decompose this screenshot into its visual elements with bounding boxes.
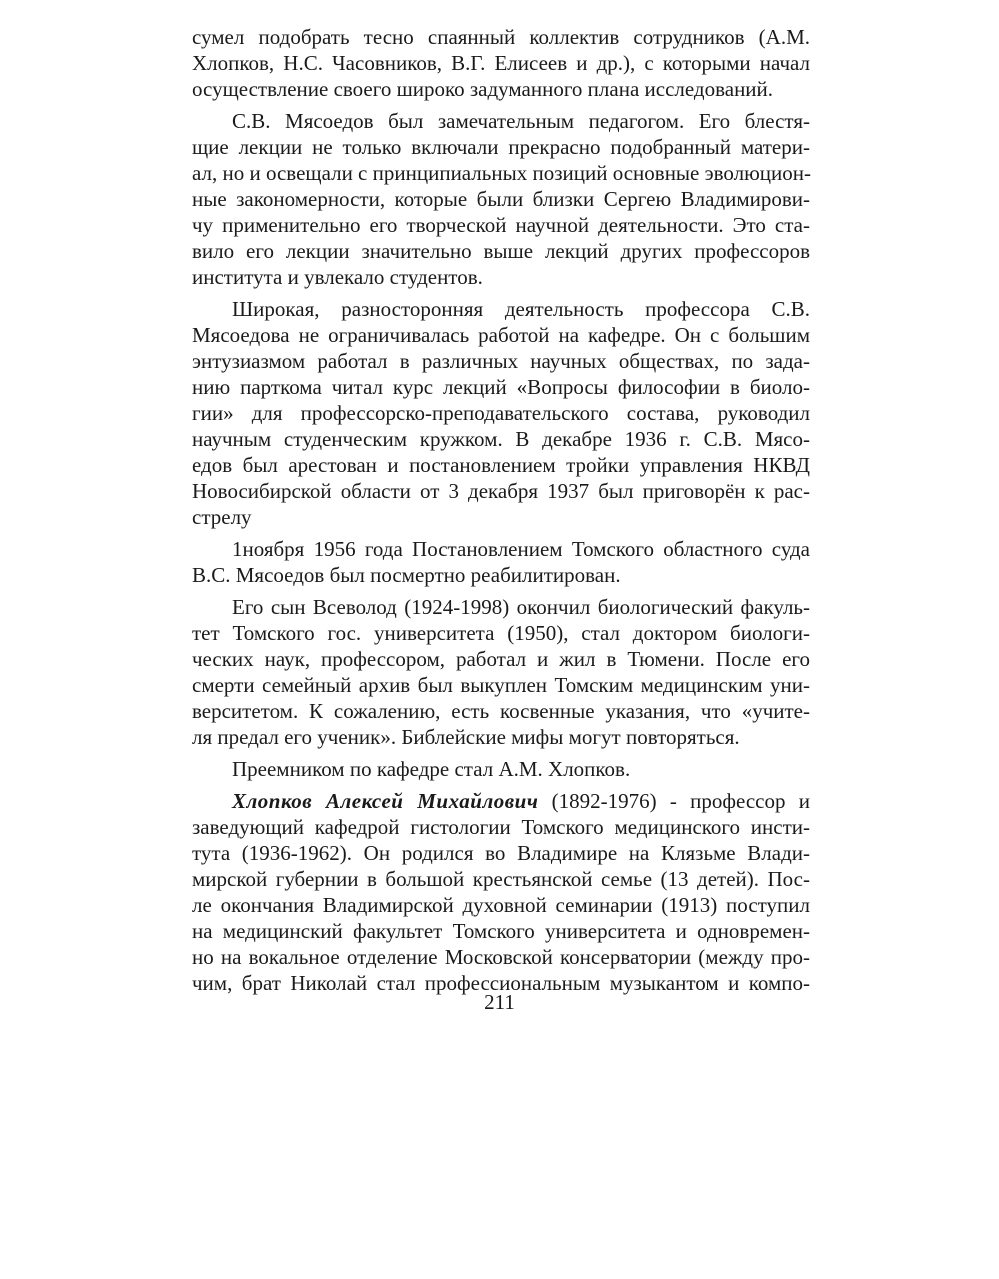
text-line: мирской губернии в большой крестьянской семье (13 детей). Пос-	[192, 867, 810, 891]
text-line: научным студенческим кружком. В декабре 1936 г. С.В. Мясо-	[192, 427, 810, 451]
text-line: тет Томского гос. университета (1950), стал доктором биологи-	[192, 621, 810, 645]
text-line: чим, брат Николай стал профессиональным музыкантом и компо-	[192, 971, 810, 995]
paragraph-son	[192, 594, 810, 750]
text-line: Широкая, разносторонняя деятельность профессора С.В.	[232, 297, 810, 321]
biography-dates: (1892-1976) - профессор и	[538, 789, 811, 813]
paragraph-continuation	[192, 24, 810, 102]
page-body	[192, 24, 810, 996]
paragraph-activity	[192, 296, 810, 530]
text-line: ные закономерности, которые были близки Сергею Владимирови-	[192, 187, 810, 211]
text-line: вило его лекции значительно выше лекций других профессоров	[192, 239, 810, 263]
text-line: тута (1936-1962). Он родился во Владимире на Клязьме Влади-	[192, 841, 810, 865]
paragraph-teaching	[192, 108, 810, 290]
text-line: но на вокальное отделение Московской консерватории (между про-	[192, 945, 810, 969]
text-line: ал, но и освещали с принципиальных позиций основные эволюцион-	[192, 161, 811, 185]
text-line: гии» для профессорско-преподавательского состава, руководил	[192, 401, 810, 425]
text-line: верситетом. К сожалению, есть косвенные указания, что «учите-	[192, 699, 810, 723]
text-line: едов был арестован и постановлением тройки управления НКВД	[192, 453, 810, 477]
text-line: смерти семейный архив был выкуплен Томским медицинским уни-	[192, 673, 810, 697]
text-line	[192, 788, 810, 814]
text-line: ле окончания Владимирской духовной семинарии (1913) поступил	[192, 893, 810, 917]
text-line: нию парткома читал курс лекций «Вопросы философии в биоло-	[192, 375, 810, 399]
text-line: Хлопков, Н.С. Часовников, В.Г. Елисеев и др.), с которыми начал	[192, 51, 810, 75]
paragraph-biography	[192, 788, 810, 996]
page-number: 211	[484, 990, 515, 1014]
text-line: осуществление своего широко задуманного плана исследований.	[192, 77, 774, 101]
text-line: заведующий кафедрой гистологии Томского медицинского инсти-	[192, 815, 810, 839]
text-line: стрелу	[192, 505, 252, 529]
text-line: С.В. Мясоедов был замечательным педагогом. Его блестя-	[232, 109, 810, 133]
text-line: Мясоедова не ограничивалась работой на кафедре. Он с большим	[192, 323, 810, 347]
biography-name: Хлопков Алексей Михайлович	[232, 789, 539, 813]
text-line: ля предал его ученик». Библейские мифы могут повторяться.	[192, 725, 740, 749]
text-line: на медицинский факультет Томского университета и одновремен-	[192, 919, 810, 943]
text-line: энтузиазмом работал в различных научных обществах, по зада-	[192, 349, 810, 373]
text-line: Преемником по кафедре стал А.М. Хлопков.	[232, 757, 631, 781]
paragraph-rehabilitation	[192, 536, 810, 588]
text-line: чу применительно его творческой научной деятельности. Это ста-	[192, 213, 810, 237]
text-line: 1ноября 1956 года Постановлением Томского областного суда	[232, 537, 810, 561]
text-line: сумел подобрать тесно спаянный коллектив сотрудников (А.М.	[192, 25, 810, 49]
paragraph-successor	[192, 756, 810, 782]
text-line: щие лекции не только включали прекрасно подобранный матери-	[192, 135, 810, 159]
text-line: института и увлекало студентов.	[192, 265, 483, 289]
text-line: Новосибирской области от 3 декабря 1937 был приговорён к рас-	[192, 479, 810, 503]
text-line: ческих наук, профессором, работал и жил в Тюмени. После его	[192, 647, 810, 671]
text-line: Его сын Всеволод (1924-1998) окончил биологический факуль-	[232, 595, 810, 619]
text-line: В.С. Мясоедов был посмертно реабилитирован.	[192, 563, 621, 587]
